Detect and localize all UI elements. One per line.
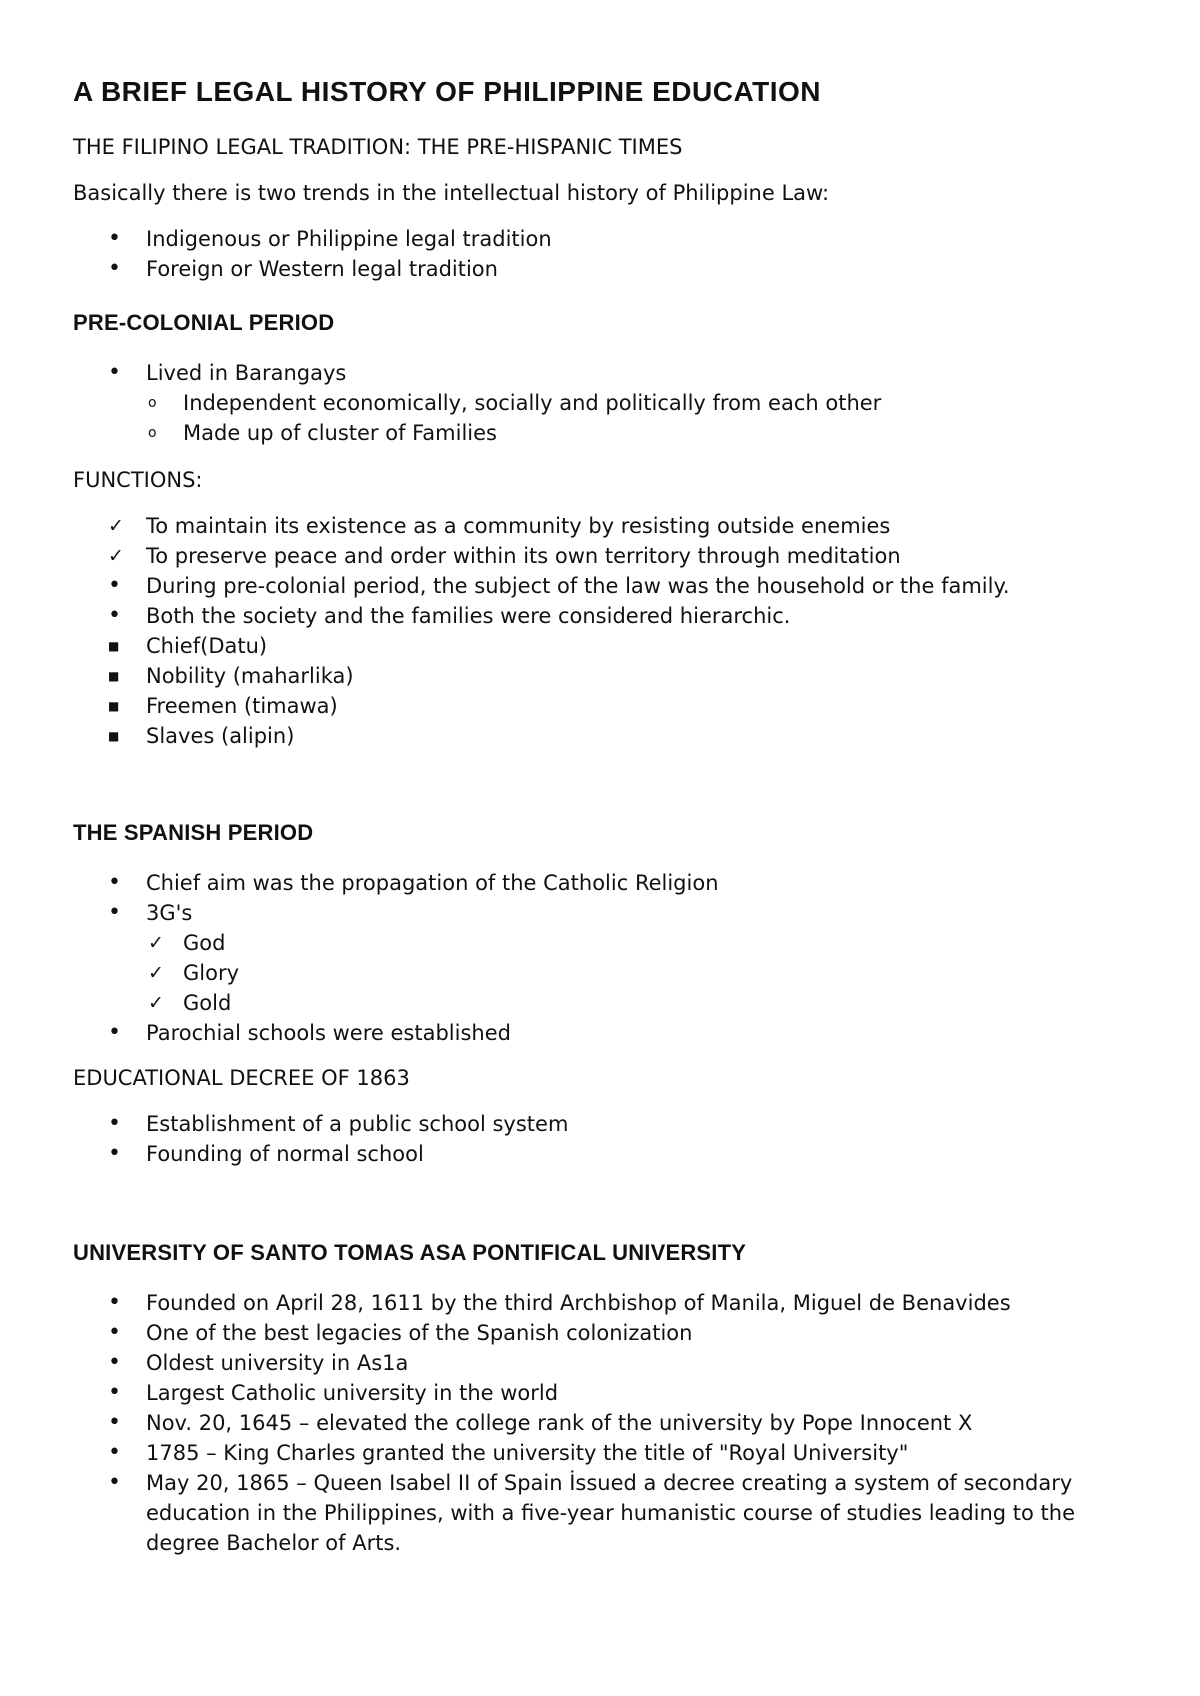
- ust-list: [73, 1288, 1153, 1558]
- list-item: • Establishment of a public school system: [73, 1109, 1153, 1139]
- functions-label: FUNCTIONS:: [73, 468, 203, 492]
- bullet-square-icon: ■: [108, 639, 120, 653]
- list-item: • Parochial schools were established: [73, 1018, 1153, 1048]
- bullet-circle-icon: o: [148, 425, 157, 441]
- intro-text: Basically there is two trends in the intellectual history of Philippine Law:: [73, 181, 830, 205]
- bullet-disc-icon: •: [108, 1380, 121, 1405]
- bullet-disc-icon: •: [108, 1290, 121, 1315]
- list-item: • Founded on April 28, 1611 by the third Archbishop of Manila, Miguel de Benavides: [73, 1288, 1153, 1318]
- checkmark-icon: ✓: [108, 515, 124, 537]
- bullet-disc-icon: •: [108, 1141, 121, 1166]
- checkmark-icon: ✓: [108, 545, 124, 567]
- list-item: • 3G's: [73, 898, 1153, 928]
- decree-label: EDUCATIONAL DECREE OF 1863: [73, 1066, 410, 1090]
- list-item: • Chief aim was the propagation of the Catholic Religion: [73, 868, 1153, 898]
- functions-list: [73, 511, 1153, 751]
- bullet-disc-icon: •: [108, 900, 121, 925]
- spanish-period-list: [73, 868, 1153, 1048]
- list-item: ✓ Gold: [73, 988, 1153, 1018]
- list-item: • Both the society and the families were considered hierarchic.: [73, 601, 1153, 631]
- list-item: • Nov. 20, 1645 – elevated the college rank of the university by Pope Innocent X: [73, 1408, 1153, 1438]
- barangay-list: [73, 358, 1153, 448]
- ust-heading: UNIVERSITY OF SANTO TOMAS ASA PONTIFICAL UNIVERSITY: [73, 1240, 747, 1265]
- list-item: • Oldest university in As1a: [73, 1348, 1153, 1378]
- list-item: • Lived in Barangays: [73, 358, 1153, 388]
- bullet-square-icon: ■: [108, 699, 120, 713]
- list-item: • One of the best legacies of the Spanish colonization: [73, 1318, 1153, 1348]
- list-item: ■ Slaves (alipin): [73, 721, 1153, 751]
- list-item: • Indigenous or Philippine legal tradition: [73, 224, 1153, 254]
- pre-colonial-heading: PRE-COLONIAL PERIOD: [73, 310, 335, 335]
- bullet-disc-icon: •: [108, 1350, 121, 1375]
- bullet-disc-icon: •: [108, 1410, 121, 1435]
- document-title: A BRIEF LEGAL HISTORY OF PHILIPPINE EDUCATION: [73, 76, 821, 107]
- bullet-disc-icon: •: [108, 603, 121, 628]
- bullet-square-icon: ■: [108, 729, 120, 743]
- list-item: • 1785 – King Charles granted the university the title of "Royal University": [73, 1438, 1153, 1468]
- list-item: • Founding of normal school: [73, 1139, 1153, 1169]
- spanish-period-heading: THE SPANISH PERIOD: [73, 820, 314, 845]
- bullet-disc-icon: •: [108, 360, 121, 385]
- list-item: • Foreign or Western legal tradition: [73, 254, 1153, 284]
- list-item: o Made up of cluster of Families: [73, 418, 1153, 448]
- bullet-disc-icon: •: [108, 1470, 121, 1495]
- checkmark-icon: ✓: [148, 962, 164, 984]
- list-item: ✓ To preserve peace and order within its own territory through meditation: [73, 541, 1153, 571]
- checkmark-icon: ✓: [148, 992, 164, 1014]
- bullet-disc-icon: •: [108, 1320, 121, 1345]
- bullet-disc-icon: •: [108, 1020, 121, 1045]
- bullet-disc-icon: •: [108, 573, 121, 598]
- list-item: o Independent economically, socially and politically from each other: [73, 388, 1153, 418]
- bullet-square-icon: ■: [108, 669, 120, 683]
- list-item: ✓ God: [73, 928, 1153, 958]
- bullet-disc-icon: •: [108, 870, 121, 895]
- bullet-disc-icon: •: [108, 226, 121, 251]
- decree-list: [73, 1109, 1153, 1169]
- legal-traditions-list: [73, 224, 1153, 284]
- list-item: • During pre-colonial period, the subject of the law was the household or the family.: [73, 571, 1153, 601]
- intro-subheading: THE FILIPINO LEGAL TRADITION: THE PRE-HISPANIC TIMES: [73, 135, 683, 159]
- list-item: • Largest Catholic university in the world: [73, 1378, 1153, 1408]
- list-item: ■ Chief(Datu): [73, 631, 1153, 661]
- bullet-disc-icon: •: [108, 1111, 121, 1136]
- list-item: • May 20, 1865 – Queen Isabel II of Spain İssued a decree creating a system of secondary education in the Philippines, with a five-year humanistic course of studies leading to the degree Bachelor of Arts.: [108, 1470, 1076, 1555]
- list-item: ✓ To maintain its existence as a community by resisting outside enemies: [73, 511, 1153, 541]
- list-item: ✓ Glory: [73, 958, 1153, 988]
- bullet-disc-icon: •: [108, 1440, 121, 1465]
- bullet-circle-icon: o: [148, 395, 157, 411]
- list-item: ■ Nobility (maharlika): [73, 661, 1153, 691]
- bullet-disc-icon: •: [108, 256, 121, 281]
- checkmark-icon: ✓: [148, 932, 164, 954]
- list-item: ■ Freemen (timawa): [73, 691, 1153, 721]
